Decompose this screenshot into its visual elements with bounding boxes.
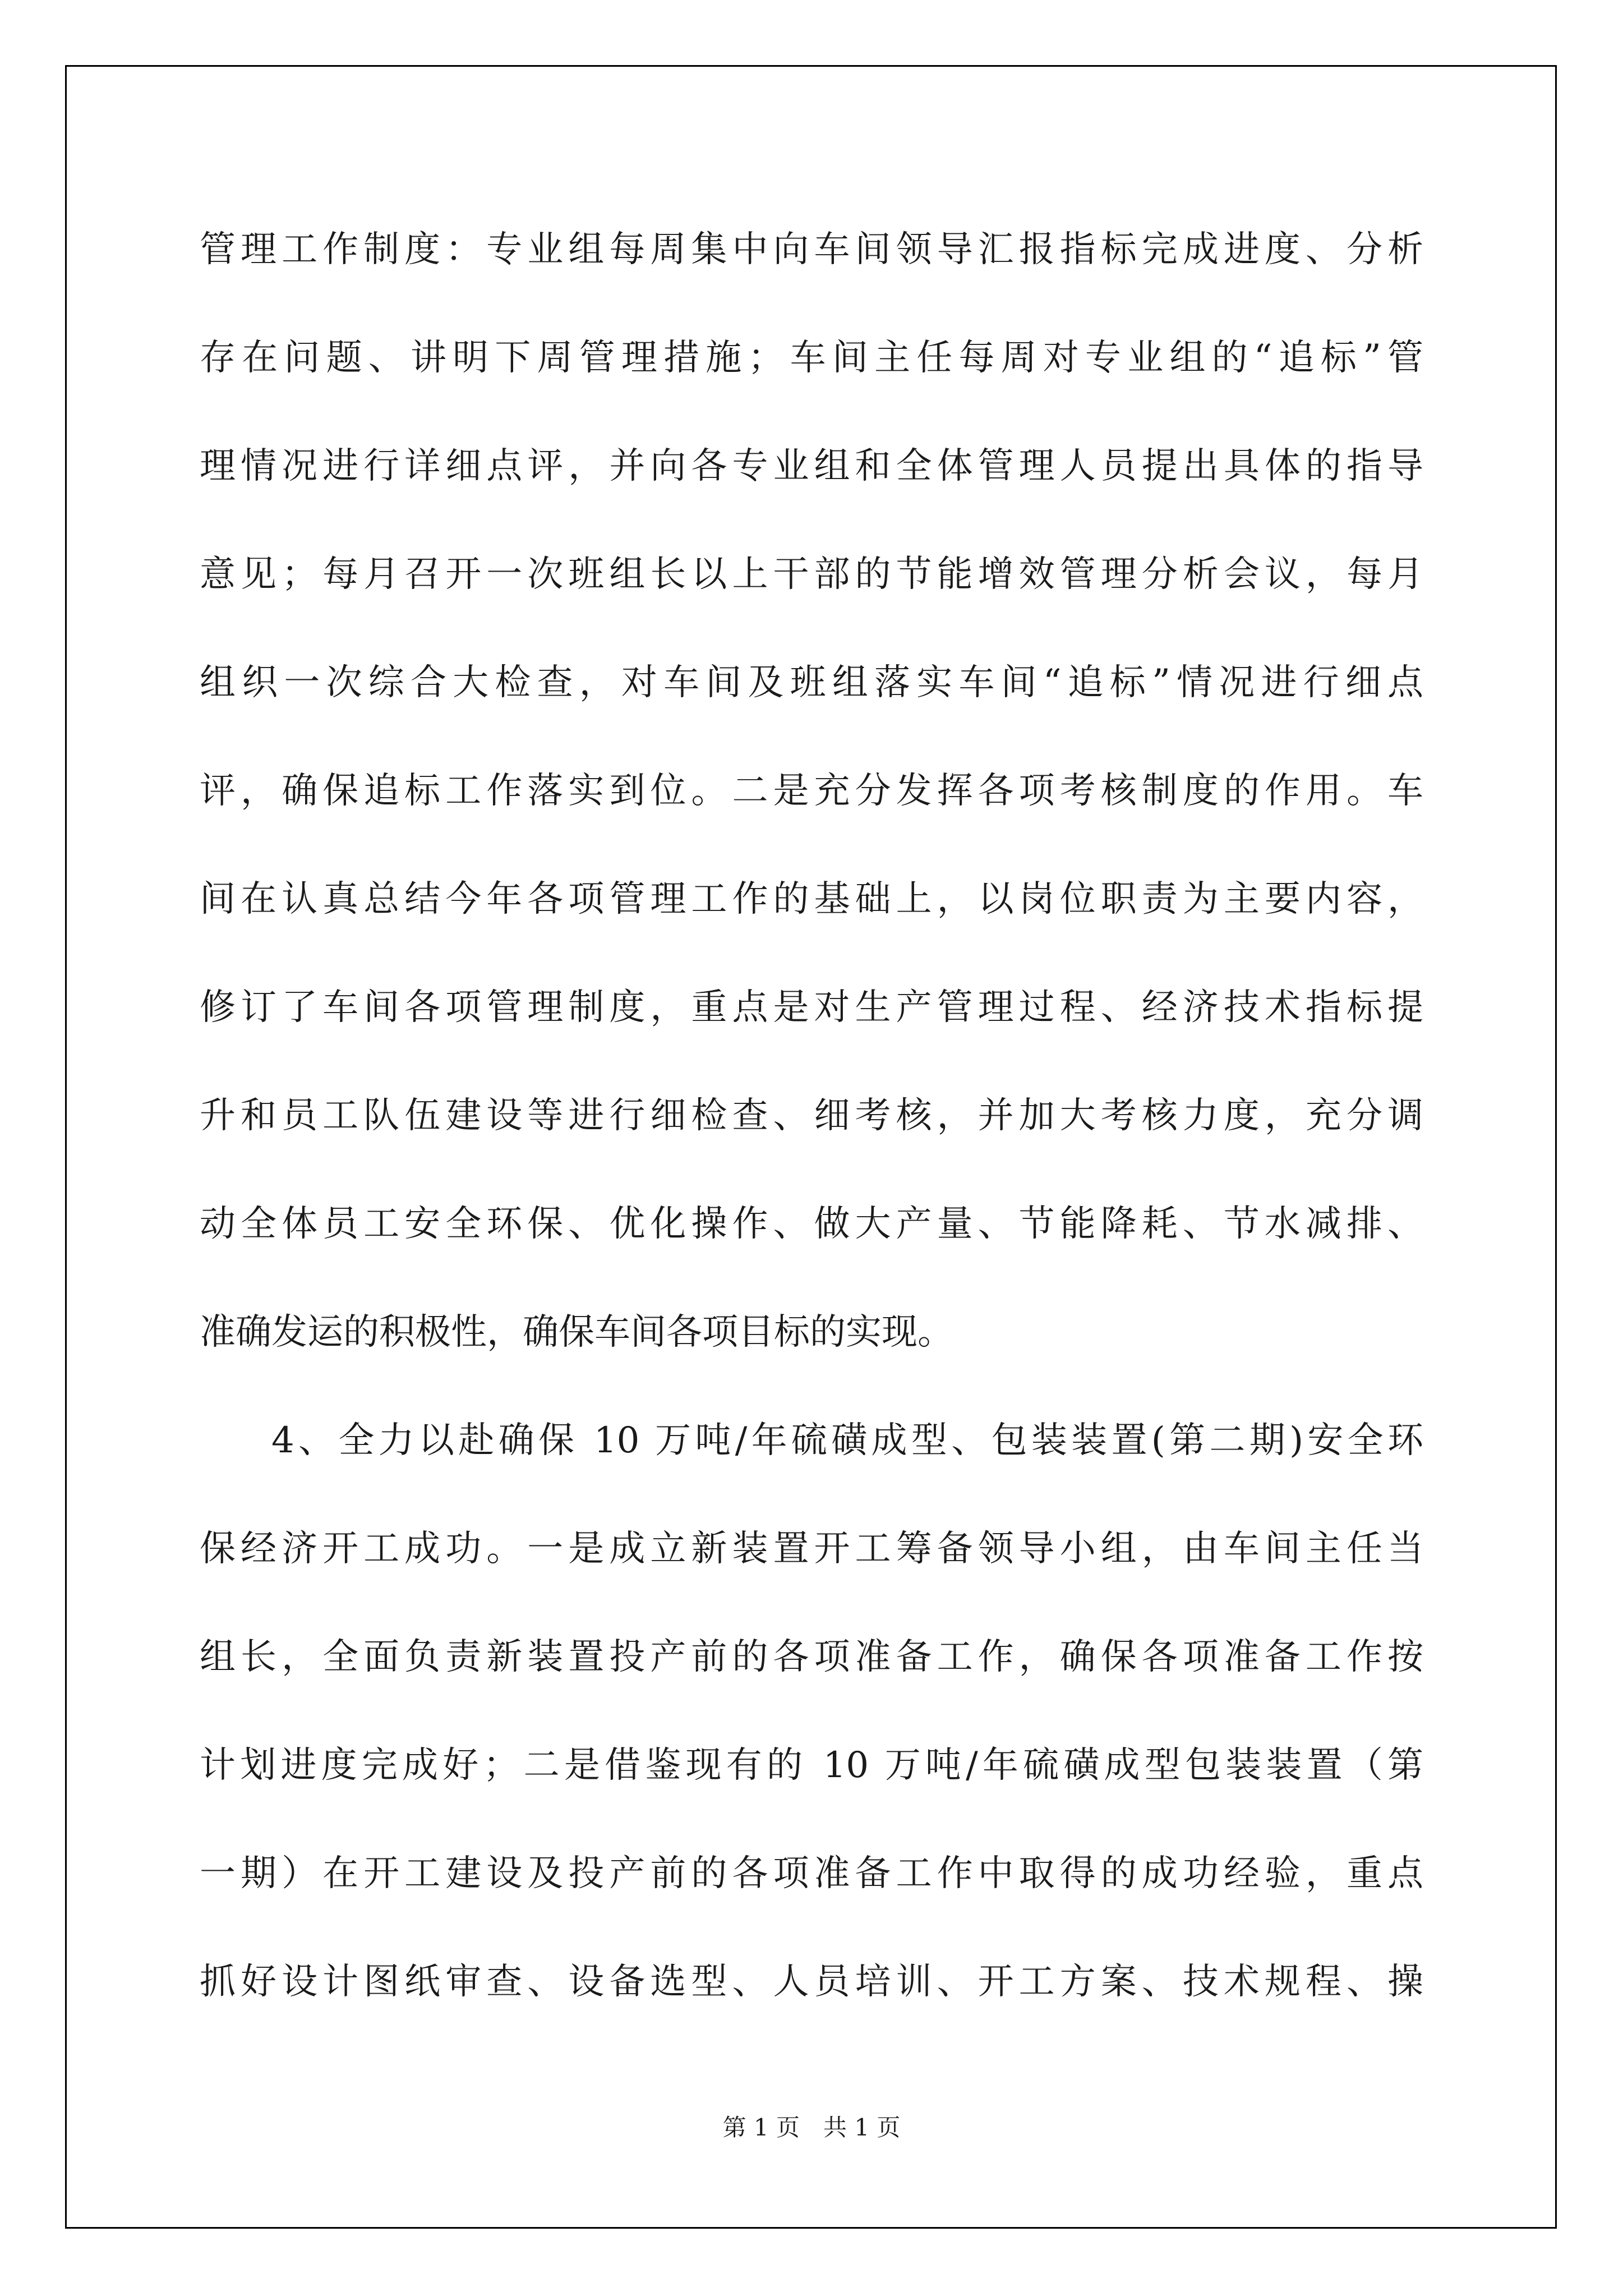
text-line: 理情况进行详细点评，并向各专业组和全体管理人员提出具体的指导 <box>200 445 1423 487</box>
text-line: 组长，全面负责新装置投产前的各项准备工作，确保各项准备工作按 <box>200 1636 1423 1678</box>
text-line: 评，确保追标工作落实到位。二是充分发挥各项考核制度的作用。车 <box>200 770 1423 812</box>
text-line: 存在问题、讲明下周管理措施；车间主任每周对专业组的“追标”管 <box>200 337 1423 379</box>
text-line: 抓好设计图纸审查、设备选型、人员培训、开工方案、技术规程、操 <box>200 1961 1423 2003</box>
text-line: 意见；每月召开一次班组长以上干部的节能增效管理分析会议，每月 <box>200 554 1423 595</box>
text-line: 一期）在开工建设及投产前的各项准备工作中取得的成功经验，重点 <box>200 1853 1423 1894</box>
text-line: 计划进度完成好；二是借鉴现有的 10 万吨/年硫磺成型包装装置（第 <box>200 1745 1423 1786</box>
text-line: 组织一次综合大检查，对车间及班组落实车间“追标”情况进行细点 <box>200 662 1423 703</box>
text-line: 修订了车间各项管理制度，重点是对生产管理过程、经济技术指标提 <box>200 987 1423 1028</box>
paragraph-start-line: 4、全力以赴确保 10 万吨/年硫磺成型、包装装置(第二期)安全环 <box>271 1420 1423 1461</box>
text-line: 动全体员工安全环保、优化操作、做大产量、节能降耗、节水减排、 <box>200 1203 1423 1245</box>
text-line: 保经济开工成功。一是成立新装置开工筹备领导小组，由车间主任当 <box>200 1528 1423 1570</box>
text-line: 升和员工队伍建设等进行细检查、细考核，并加大考核力度，充分调 <box>200 1095 1423 1137</box>
page-number-footer: 第 1 页 共 1 页 <box>722 2114 901 2141</box>
text-line: 管理工作制度：专业组每周集中向车间领导汇报指标完成进度、分析 <box>200 229 1423 270</box>
text-line: 间在认真总结今年各项管理工作的基础上，以岗位职责为主要内容， <box>200 878 1423 920</box>
text-line: 准确发运的积极性，确保车间各项目标的实现。 <box>200 1312 953 1353</box>
